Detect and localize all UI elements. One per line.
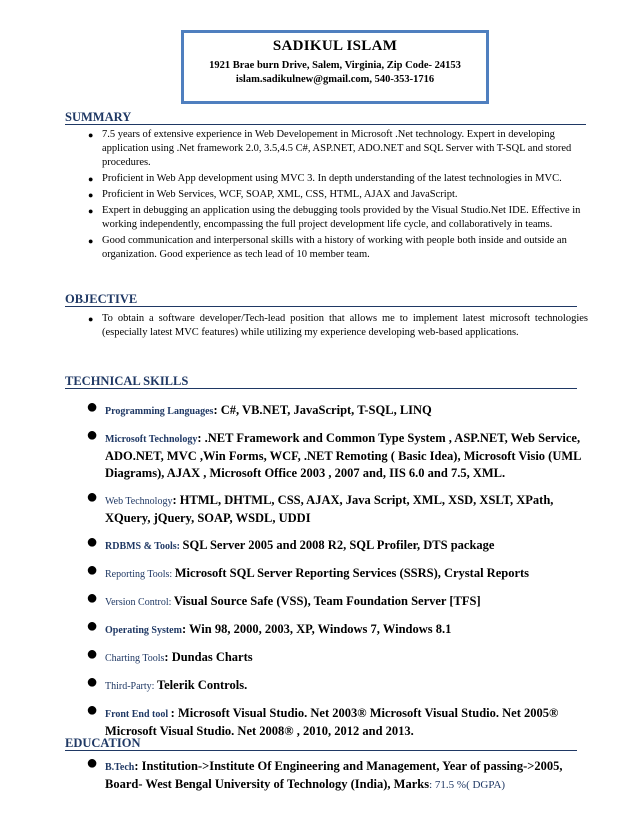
education-rule <box>65 750 577 751</box>
bullet-icon: ● <box>86 486 99 508</box>
skill-item: ● Web Technology: HTML, DHTML, CSS, AJAX, Java Script, XML, XSD, XSLT, XPath, XQuery, jQuery, SOAP, WSDL, UDDI <box>86 486 554 525</box>
skill-item: ● Reporting Tools: Microsoft SQL Server Reporting Services (SSRS), Crystal Reports <box>86 559 530 581</box>
bullet-icon: ● <box>86 671 99 693</box>
candidate-name: SADIKUL ISLAM <box>272 38 398 54</box>
bullet-icon: ● <box>86 531 99 553</box>
bullet-icon: ● <box>88 190 94 200</box>
skill-item: ● Front End tool : Microsoft Visual Studio. Net 2003® Microsoft Visual Studio. Net 2005® Microsoft Visual Studio. Net 2008® , 2010, 2012 and 2013. <box>86 699 559 738</box>
skills-rule <box>65 388 577 389</box>
skill-item: ● Microsoft Technology: .NET Framework and Common Type System , ASP.NET, Web Service, ADO.NET, MVC ,Win Forms, WCF, .NET Remoting ( Basic Idea), Microsoft Visio (UML Diagrams), AJAX , Microsoft Office 2003 , 2007 and, IIS 6.0 and 7.5, XML. <box>86 424 581 480</box>
bullet-icon: ● <box>86 559 99 581</box>
summary-item: ● 7.5 years of extensive experience in Web Developement in Microsoft .Net technology. Expert in developing application using .Net framework 2.0, 3.5,4.5 C#, ASP.NET, ADO.NET and SQL Server with T-SQL and stored procedures. <box>88 129 572 168</box>
bullet-icon: ● <box>88 174 94 184</box>
education-list <box>86 752 595 794</box>
bullet-icon: ● <box>88 130 94 140</box>
objective-item: ● To obtain a software developer/Tech-lead position that allows me to implement latest microsoft technologies (especially latest MVC features) while utilizing my experience developing web-based applications. <box>88 313 588 338</box>
skills-heading: TECHNICAL SKILLS <box>65 374 189 388</box>
bullet-icon: ● <box>88 314 94 324</box>
objective-list <box>88 312 588 342</box>
skills-list <box>86 396 595 740</box>
skill-item: ● Charting Tools: Dundas Charts <box>86 643 253 665</box>
education-heading: EDUCATION <box>65 736 141 750</box>
bullet-icon: ● <box>88 236 94 246</box>
skill-item: ● RDBMS & Tools: SQL Server 2005 and 2008 R2, SQL Profiler, DTS package <box>86 531 495 553</box>
skill-item: ● Programming Languages: C#, VB.NET, JavaScript, T-SQL, LINQ <box>86 396 432 418</box>
summary-item: ● Proficient in Web Services, WCF, SOAP, XML, CSS, HTML, AJAX and JavaScript. <box>88 189 458 200</box>
bullet-icon: ● <box>86 424 99 446</box>
bullet-icon: ● <box>86 396 99 418</box>
summary-rule <box>65 124 586 125</box>
objective-heading: OBJECTIVE <box>65 292 138 306</box>
bullet-icon: ● <box>88 206 94 216</box>
skill-item: ● Operating System: Win 98, 2000, 2003, XP, Windows 7, Windows 8.1 <box>86 615 452 637</box>
skill-item: ● Version Control: Visual Source Safe (VSS), Team Foundation Server [TFS] <box>86 587 481 609</box>
bullet-icon: ● <box>86 752 99 774</box>
bullet-icon: ● <box>86 587 99 609</box>
contact-line: islam.sadikulnew@gmail.com, 540-353-1716 <box>235 74 435 85</box>
summary-item: ● Good communication and interpersonal skills with a history of working with people both inside and outside an organization. Good experience as tech lead of 10 member team. <box>88 235 567 260</box>
summary-item: ● Proficient in Web App development using MVC 3. In depth understanding of the latest technologies in MVC. <box>88 173 562 184</box>
address-line: 1921 Brae burn Drive, Salem, Virginia, Zip Code- 24153 <box>209 60 461 71</box>
bullet-icon: ● <box>86 615 99 637</box>
objective-rule <box>65 306 577 307</box>
summary-item: ● Expert in debugging an application using the debugging tools provided by the Visual Studio.Net IDE. Effective in working independently, encompassing the full project development life cycle, and collaboratively in teams. <box>88 205 581 230</box>
summary-list <box>88 128 588 264</box>
bullet-icon: ● <box>86 699 99 721</box>
education-item: ● B.Tech: Institution->Institute Of Engineering and Management, Year of passing->2005, Board- West Bengal University of Technology (India), Marks: 71.5 %( DGPA) <box>86 752 563 791</box>
summary-heading: SUMMARY <box>65 110 132 124</box>
contact-header-box <box>181 30 489 104</box>
bullet-icon: ● <box>86 643 99 665</box>
skill-item: ● Third-Party: Telerik Controls. <box>86 671 248 693</box>
